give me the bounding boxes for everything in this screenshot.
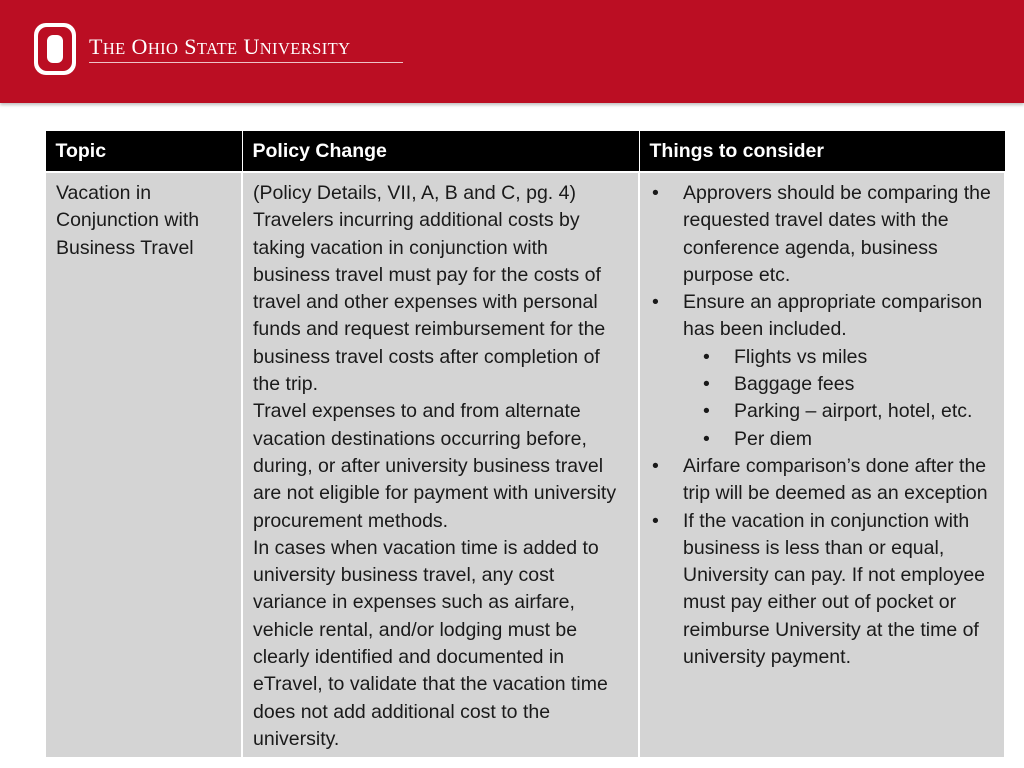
policy-reference: (Policy Details, VII, A, B and C, pg. 4) (253, 182, 576, 204)
comparison-sublist (683, 344, 994, 453)
header-things-to-consider: Things to consider (639, 131, 1005, 173)
considerations-list (650, 180, 994, 671)
sub-list-item: • Per diem (683, 426, 994, 453)
topic-cell: Vacation in Conjunction with Business Travel (45, 172, 242, 758)
table-header-row (45, 131, 1005, 173)
sub-list-item: • Flights vs miles (683, 344, 994, 371)
sub-list-item: • Baggage fees (683, 371, 994, 398)
list-item-text: Ensure an appropriate comparison has been included. (683, 291, 983, 341)
list-item: • If the vacation in conjunction with business is less than or equal, University can pay. If not employee must pay either out of pocket or reimburse University at the time of university payment. (650, 508, 994, 672)
header-topic: Topic (45, 131, 242, 173)
policy-change-cell (242, 172, 639, 758)
list-item: • Airfare comparison’s done after the trip will be deemed as an exception (650, 453, 994, 508)
policy-paragraph: Travel expenses to and from alternate vacation destinations occurring before, during, or after university business travel are not eligible for payment with university procurement methods. (253, 400, 617, 532)
list-item (650, 289, 994, 453)
ohio-state-block-o-logo (33, 22, 77, 76)
wordmark-underline (89, 62, 403, 63)
header-policy-change: Policy Change (242, 131, 639, 173)
sub-list-item: • Parking – airport, hotel, etc. (683, 398, 994, 425)
considerations-cell (639, 172, 1005, 758)
table-row (45, 172, 1005, 758)
policy-table (44, 130, 1006, 759)
policy-paragraph: In cases when vacation time is added to university business travel, any cost variance in expenses such as airfare, vehicle rental, and/or lodging must be clearly identified and documented in eTravel, to validate that the vacation time does not add additional cost to the university. (253, 536, 608, 750)
list-item: • Approvers should be comparing the requested travel dates with the conference agenda, business purpose etc. (650, 180, 994, 289)
university-wordmark: THE OHIO STATE UNIVERSITY (89, 34, 351, 59)
header-banner (0, 0, 1024, 103)
policy-paragraph: Travelers incurring additional costs by taking vacation in conjunction with business travel must pay for the costs of travel and other expenses with personal funds and request reimbursement for the business travel costs after completion of the trip. (253, 209, 606, 396)
